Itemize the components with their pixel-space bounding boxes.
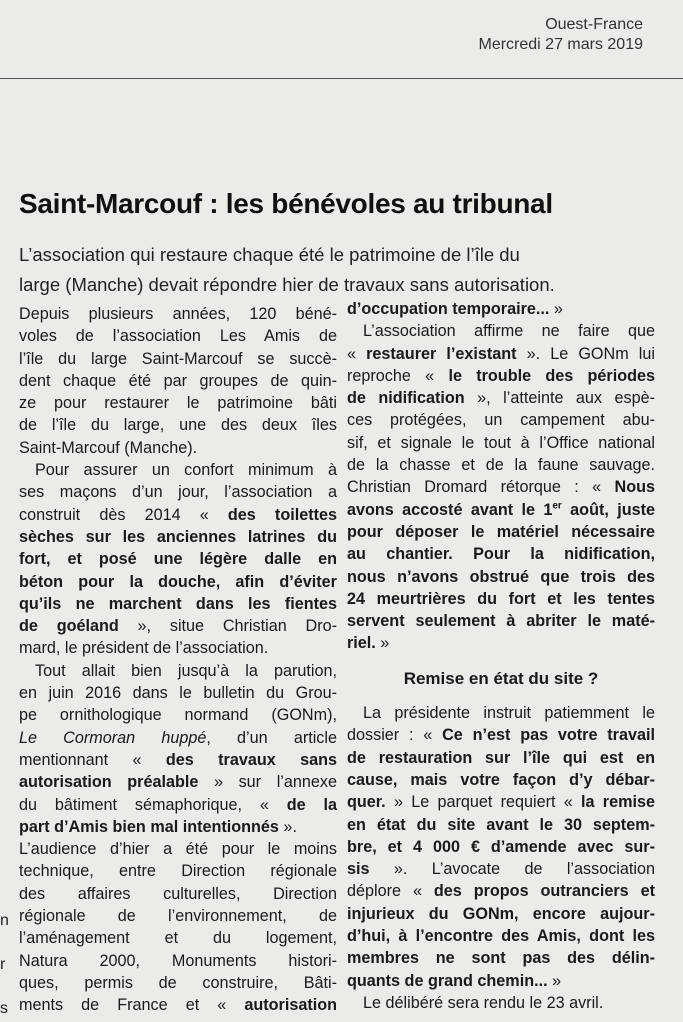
article-column-2 bbox=[347, 298, 655, 1014]
body-line: de goéland », situe Christian Dro- bbox=[19, 617, 337, 636]
lead-line: L’association qui restaure chaque été le patrimoine de l’île du bbox=[19, 244, 520, 265]
body-line: de nidification », l’atteinte aux espè- bbox=[347, 389, 656, 408]
cropped-letter: s bbox=[0, 1000, 8, 1017]
body-line: d’occupation temporaire... » bbox=[347, 300, 563, 318]
body-line: ze pour restaurer le patrimoine bâti bbox=[19, 394, 337, 413]
body-line: avons accosté avant le 1er août, juste bbox=[347, 500, 656, 519]
body-line: des affaires culturelles, Direction bbox=[19, 884, 337, 903]
body-line: Pour assurer un confort minimum à bbox=[35, 461, 337, 480]
body-line: ces protégées, un campement abu- bbox=[347, 411, 655, 430]
bleed-through-text bbox=[0, 100, 683, 195]
body-line: servent seulement à abriter le maté- bbox=[347, 612, 655, 631]
body-line: béton pour la douche, afin d’éviter bbox=[19, 572, 337, 591]
cropped-letter: n bbox=[0, 912, 9, 929]
body-line: en juin 2016 dans le bulletin du Grou- bbox=[19, 684, 337, 703]
body-line: déplore « des propos outranciers et bbox=[347, 882, 656, 901]
newspaper-name: Ouest-France bbox=[545, 16, 643, 33]
body-line: mard, le président de l’association. bbox=[19, 639, 269, 658]
body-line: membres ne sont pas des délin- bbox=[347, 949, 655, 968]
body-line: technique, entre Direction régionale bbox=[19, 862, 337, 881]
body-line: Christian Dromard rétorque : « Nous bbox=[347, 478, 655, 497]
header-rule bbox=[0, 78, 683, 79]
body-line: injurieux du GONm, encore aujour- bbox=[347, 904, 655, 923]
body-line: Saint-Marcouf (Manche). bbox=[19, 438, 198, 457]
body-line: dent chaque été par groupes de quin- bbox=[19, 371, 337, 390]
body-line: ses maçons d’un jour, l’association a bbox=[19, 483, 337, 502]
body-line: cause, mais votre façon d’y débar- bbox=[347, 770, 655, 789]
body-line: qu’ils ne marchent dans les fientes bbox=[19, 594, 337, 613]
body-line: d’hui, à l’encontre des Amis, dont les bbox=[347, 927, 655, 946]
body-line: pour déposer le matériel nécessaire bbox=[347, 522, 655, 541]
body-line: sis ». L’avocate de l’association bbox=[347, 860, 655, 879]
body-line: au chantier. Pour la nidification, bbox=[347, 545, 655, 564]
body-line: Le délibéré sera rendu le 23 avril. bbox=[363, 993, 604, 1012]
body-line: dossier : « Ce n’est pas votre travail bbox=[347, 726, 655, 745]
body-line: Tout allait bien jusqu’à la parution, bbox=[35, 661, 337, 680]
body-line: de l’île du large, une des deux îles bbox=[19, 416, 337, 435]
lead-line: large (Manche) devait répondre hier de travaux sans autorisation. bbox=[19, 274, 555, 295]
body-line: reproche « le trouble des périodes bbox=[347, 366, 655, 385]
body-line: L’audience d’hier a été pour le moins bbox=[19, 840, 337, 859]
newspaper-header bbox=[478, 15, 643, 55]
body-line: l’île du large Saint-Marcouf se succè- bbox=[19, 349, 337, 368]
body-line: de la chasse et de la faune sauvage. bbox=[347, 456, 655, 475]
body-line: autorisation préalable » sur l’annexe bbox=[19, 773, 337, 792]
body-line: sif, et signale le tout à l’Office national bbox=[347, 433, 655, 452]
body-line: l’aménagement et du logement, bbox=[19, 929, 337, 948]
body-line: fort, et posé une légère dalle en bbox=[19, 550, 337, 569]
body-line: pe ornithologique normand (GONm), bbox=[19, 706, 337, 725]
body-line: voles de l’association Les Amis de bbox=[19, 327, 337, 346]
article-title: Saint-Marcouf : les bénévoles au tribunal bbox=[19, 188, 553, 219]
section-subheading: Remise en état du site ? bbox=[403, 668, 599, 688]
cropped-letter: r bbox=[0, 956, 6, 973]
body-line: quants de grand chemin... » bbox=[347, 971, 562, 990]
body-line: ques, permis de construire, Bâti- bbox=[19, 973, 337, 992]
body-line: part d’Amis bien mal intentionnés ». bbox=[19, 817, 297, 836]
body-line: nous n’avons obstrué que trois des bbox=[347, 567, 655, 586]
body-line: ments de France et « autorisation bbox=[19, 996, 337, 1015]
body-line: sèches sur les anciennes latrines du bbox=[19, 527, 337, 546]
body-line: de restauration sur l’île qui est en bbox=[347, 748, 655, 767]
body-line: mentionnant « des travaux sans bbox=[19, 750, 337, 769]
body-line: 24 meurtrières du fort et les tentes bbox=[347, 589, 655, 608]
body-line: Depuis plusieurs années, 120 béné- bbox=[19, 305, 337, 323]
article-lead bbox=[19, 240, 659, 300]
body-line: « restaurer l’existant ». Le GONm lui bbox=[347, 344, 655, 363]
body-line: régionale de l’environnement, de bbox=[19, 907, 337, 926]
body-line: quer. » Le parquet requiert « la remise bbox=[347, 793, 655, 812]
body-line: construit dès 2014 « des toilettes bbox=[19, 505, 337, 524]
body-line: L’association affirme ne faire que bbox=[363, 322, 655, 341]
article-column-1 bbox=[19, 303, 337, 1017]
body-line: bre, et 4 000 € d’amende avec sur- bbox=[347, 837, 655, 856]
body-line: La présidente instruit patiemment le bbox=[363, 704, 655, 723]
body-line: en état du site avant le 30 septem- bbox=[347, 815, 655, 834]
publication-date: Mercredi 27 mars 2019 bbox=[478, 36, 643, 53]
body-line: riel. » bbox=[347, 634, 390, 653]
body-line: du bâtiment sémaphorique, « de la bbox=[19, 795, 337, 814]
body-line: Natura 2000, Monuments histori- bbox=[19, 951, 337, 970]
body-line: Le Cormoran huppé, d’un article bbox=[19, 728, 338, 747]
